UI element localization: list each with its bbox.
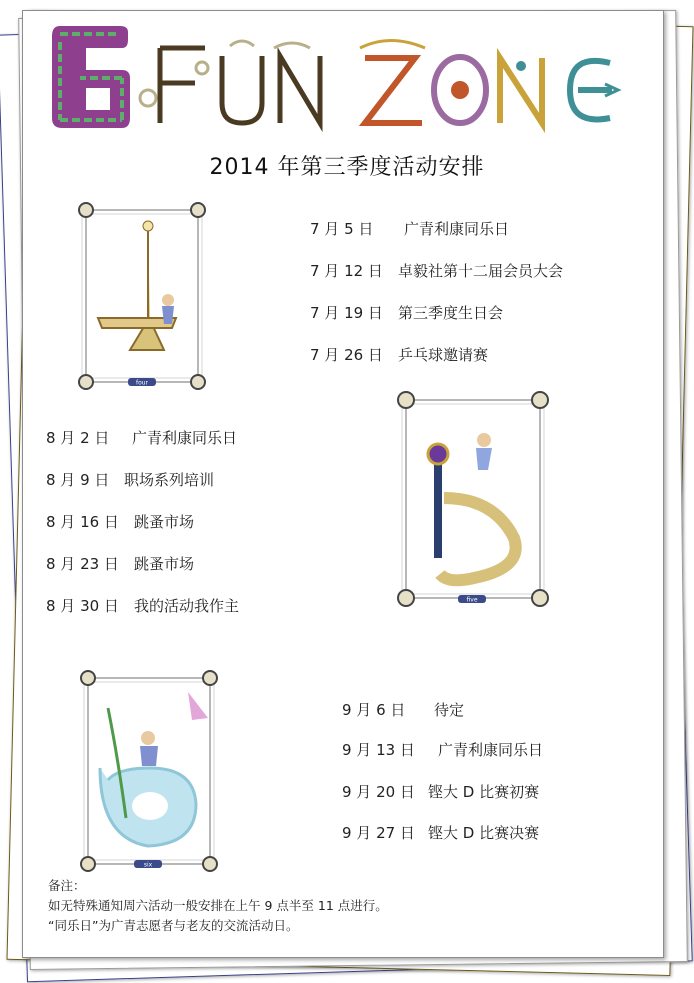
event-date: 8 月 23 日 [46, 555, 119, 573]
event-row [46, 553, 194, 574]
letter-n-graphic [274, 43, 320, 123]
event-date: 9 月 27 日 [342, 824, 415, 842]
four-illustration-frame [76, 200, 210, 392]
event-row [310, 260, 563, 281]
event-name: 卓毅社第十二届会员大会 [398, 262, 564, 280]
event-date: 7 月 5 日 [310, 220, 374, 238]
frame-caption-four: four [135, 379, 149, 387]
event-row [342, 781, 539, 802]
event-row [342, 699, 464, 720]
event-name: 广青利康同乐日 [404, 220, 510, 238]
event-date: 8 月 9 日 [46, 471, 110, 489]
event-name: 我的活动我作主 [134, 597, 240, 615]
six-illustration-frame [78, 668, 220, 874]
frame-caption-five: five [466, 596, 478, 604]
five-illustration-frame [394, 388, 552, 610]
six-letter-graphic [52, 26, 130, 128]
event-name: 乒乓球邀请赛 [398, 346, 489, 364]
event-row [310, 302, 503, 323]
event-name: 跳蚤市场 [134, 555, 195, 573]
event-name: 广青利康同乐日 [132, 429, 238, 447]
event-date: 9 月 6 日 [342, 701, 406, 719]
event-name: 跳蚤市场 [134, 513, 195, 531]
notes-line: “同乐日”为广青志愿者与老友的交流活动日。 [48, 918, 299, 933]
event-date: 9 月 13 日 [342, 741, 415, 759]
event-date: 7 月 19 日 [310, 304, 383, 322]
page-title: 2014 年第三季度活动安排 [209, 155, 485, 180]
event-row [46, 511, 194, 532]
letter-z-graphic [360, 41, 425, 124]
letter-u-graphic [222, 41, 262, 123]
fun-zone-banner [30, 18, 630, 138]
event-date: 7 月 12 日 [310, 262, 383, 280]
notes-section [48, 876, 608, 936]
frame-caption-six: six [143, 861, 153, 869]
notes-label: 备注： [48, 878, 86, 893]
letter-f-graphic [140, 48, 208, 123]
event-date: 7 月 26 日 [310, 346, 383, 364]
letter-n2-graphic [500, 58, 542, 123]
event-row [46, 595, 239, 616]
event-name: 广青利康同乐日 [438, 741, 544, 759]
event-name: 待定 [434, 701, 465, 719]
event-date: 9 月 20 日 [342, 783, 415, 801]
event-row [342, 822, 539, 843]
letter-o-graphic [434, 57, 486, 123]
event-row [310, 344, 488, 365]
event-row [310, 218, 509, 239]
event-name: 铿大 D 比赛决赛 [428, 824, 540, 842]
event-date: 8 月 2 日 [46, 429, 110, 447]
event-name: 第三季度生日会 [398, 304, 504, 322]
event-name: 铿大 D 比赛初赛 [428, 783, 540, 801]
event-date: 8 月 16 日 [46, 513, 119, 531]
event-date: 8 月 30 日 [46, 597, 119, 615]
event-row [46, 427, 237, 448]
event-name: 职场系列培训 [124, 471, 215, 489]
letter-e-graphic [570, 61, 618, 120]
event-row [46, 469, 214, 490]
notes-line: 如无特殊通知周六活动一般安排在上午 9 点半至 11 点进行。 [48, 898, 388, 913]
event-row [342, 739, 543, 760]
